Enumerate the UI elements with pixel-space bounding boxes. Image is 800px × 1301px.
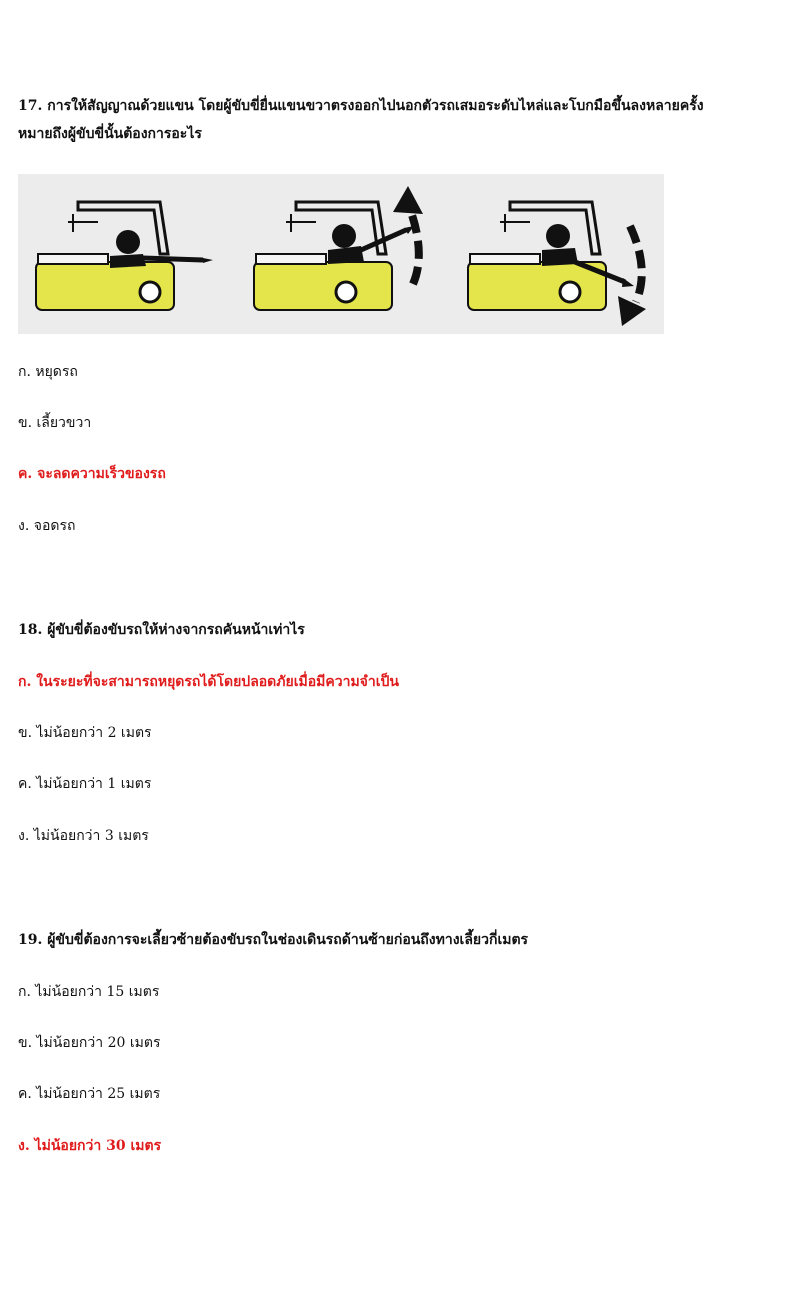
car-arm-down xyxy=(468,202,634,310)
q17-option-d: ง. จอดรถ xyxy=(18,518,76,534)
q18-option-b: ข. ไม่น้อยกว่า 2 เมตร xyxy=(18,725,152,741)
question-19 xyxy=(18,926,786,954)
car-arm-straight xyxy=(36,202,213,310)
car-arm-up xyxy=(254,202,414,310)
question-17-line1: 17. การให้สัญญาณด้วยแขน โดยผู้ขับขี่ยื่นแขนขวาตรงออกไปนอกตัวรถเสมอระดับไหล่และโบกมือขึ้นลงหลายครั้ง xyxy=(18,98,704,114)
q19-option-a: ก. ไม่น้อยกว่า 15 เมตร xyxy=(18,984,160,1000)
question-18 xyxy=(18,616,786,644)
q19-option-d-correct: ง. ไม่น้อยกว่า 30 เมตร xyxy=(18,1138,162,1154)
arrow-down-icon xyxy=(618,226,646,326)
q19-option-b: ข. ไม่น้อยกว่า 20 เมตร xyxy=(18,1035,161,1051)
q17-option-c-correct: ค. จะลดความเร็วของรถ xyxy=(18,466,166,482)
question-18-line1: 18. ผู้ขับขี่ต้องขับรถให้ห่างจากรถคันหน้าเท่าไร xyxy=(18,622,305,638)
q17-option-a: ก. หยุดรถ xyxy=(18,364,78,380)
question-19-line1: 19. ผู้ขับขี่ต้องการจะเลี้ยวซ้ายต้องขับรถในช่องเดินรถด้านซ้ายก่อนถึงทางเลี้ยวกี่เมตร xyxy=(18,932,529,948)
question-17-line2: หมายถึงผู้ขับขี่นั้นต้องการอะไร xyxy=(18,126,202,142)
hand-signal-illustration xyxy=(18,174,664,334)
q17-option-b: ข. เลี้ยวขวา xyxy=(18,415,92,431)
q19-option-c: ค. ไม่น้อยกว่า 25 เมตร xyxy=(18,1086,161,1102)
q18-option-c: ค. ไม่น้อยกว่า 1 เมตร xyxy=(18,776,152,792)
q18-option-a-correct: ก. ในระยะที่จะสามารถหยุดรถได้โดยปลอดภัยเมื่อมีความจำเป็น xyxy=(18,674,399,690)
question-17 xyxy=(18,92,786,148)
q18-option-d: ง. ไม่น้อยกว่า 3 เมตร xyxy=(18,828,149,844)
